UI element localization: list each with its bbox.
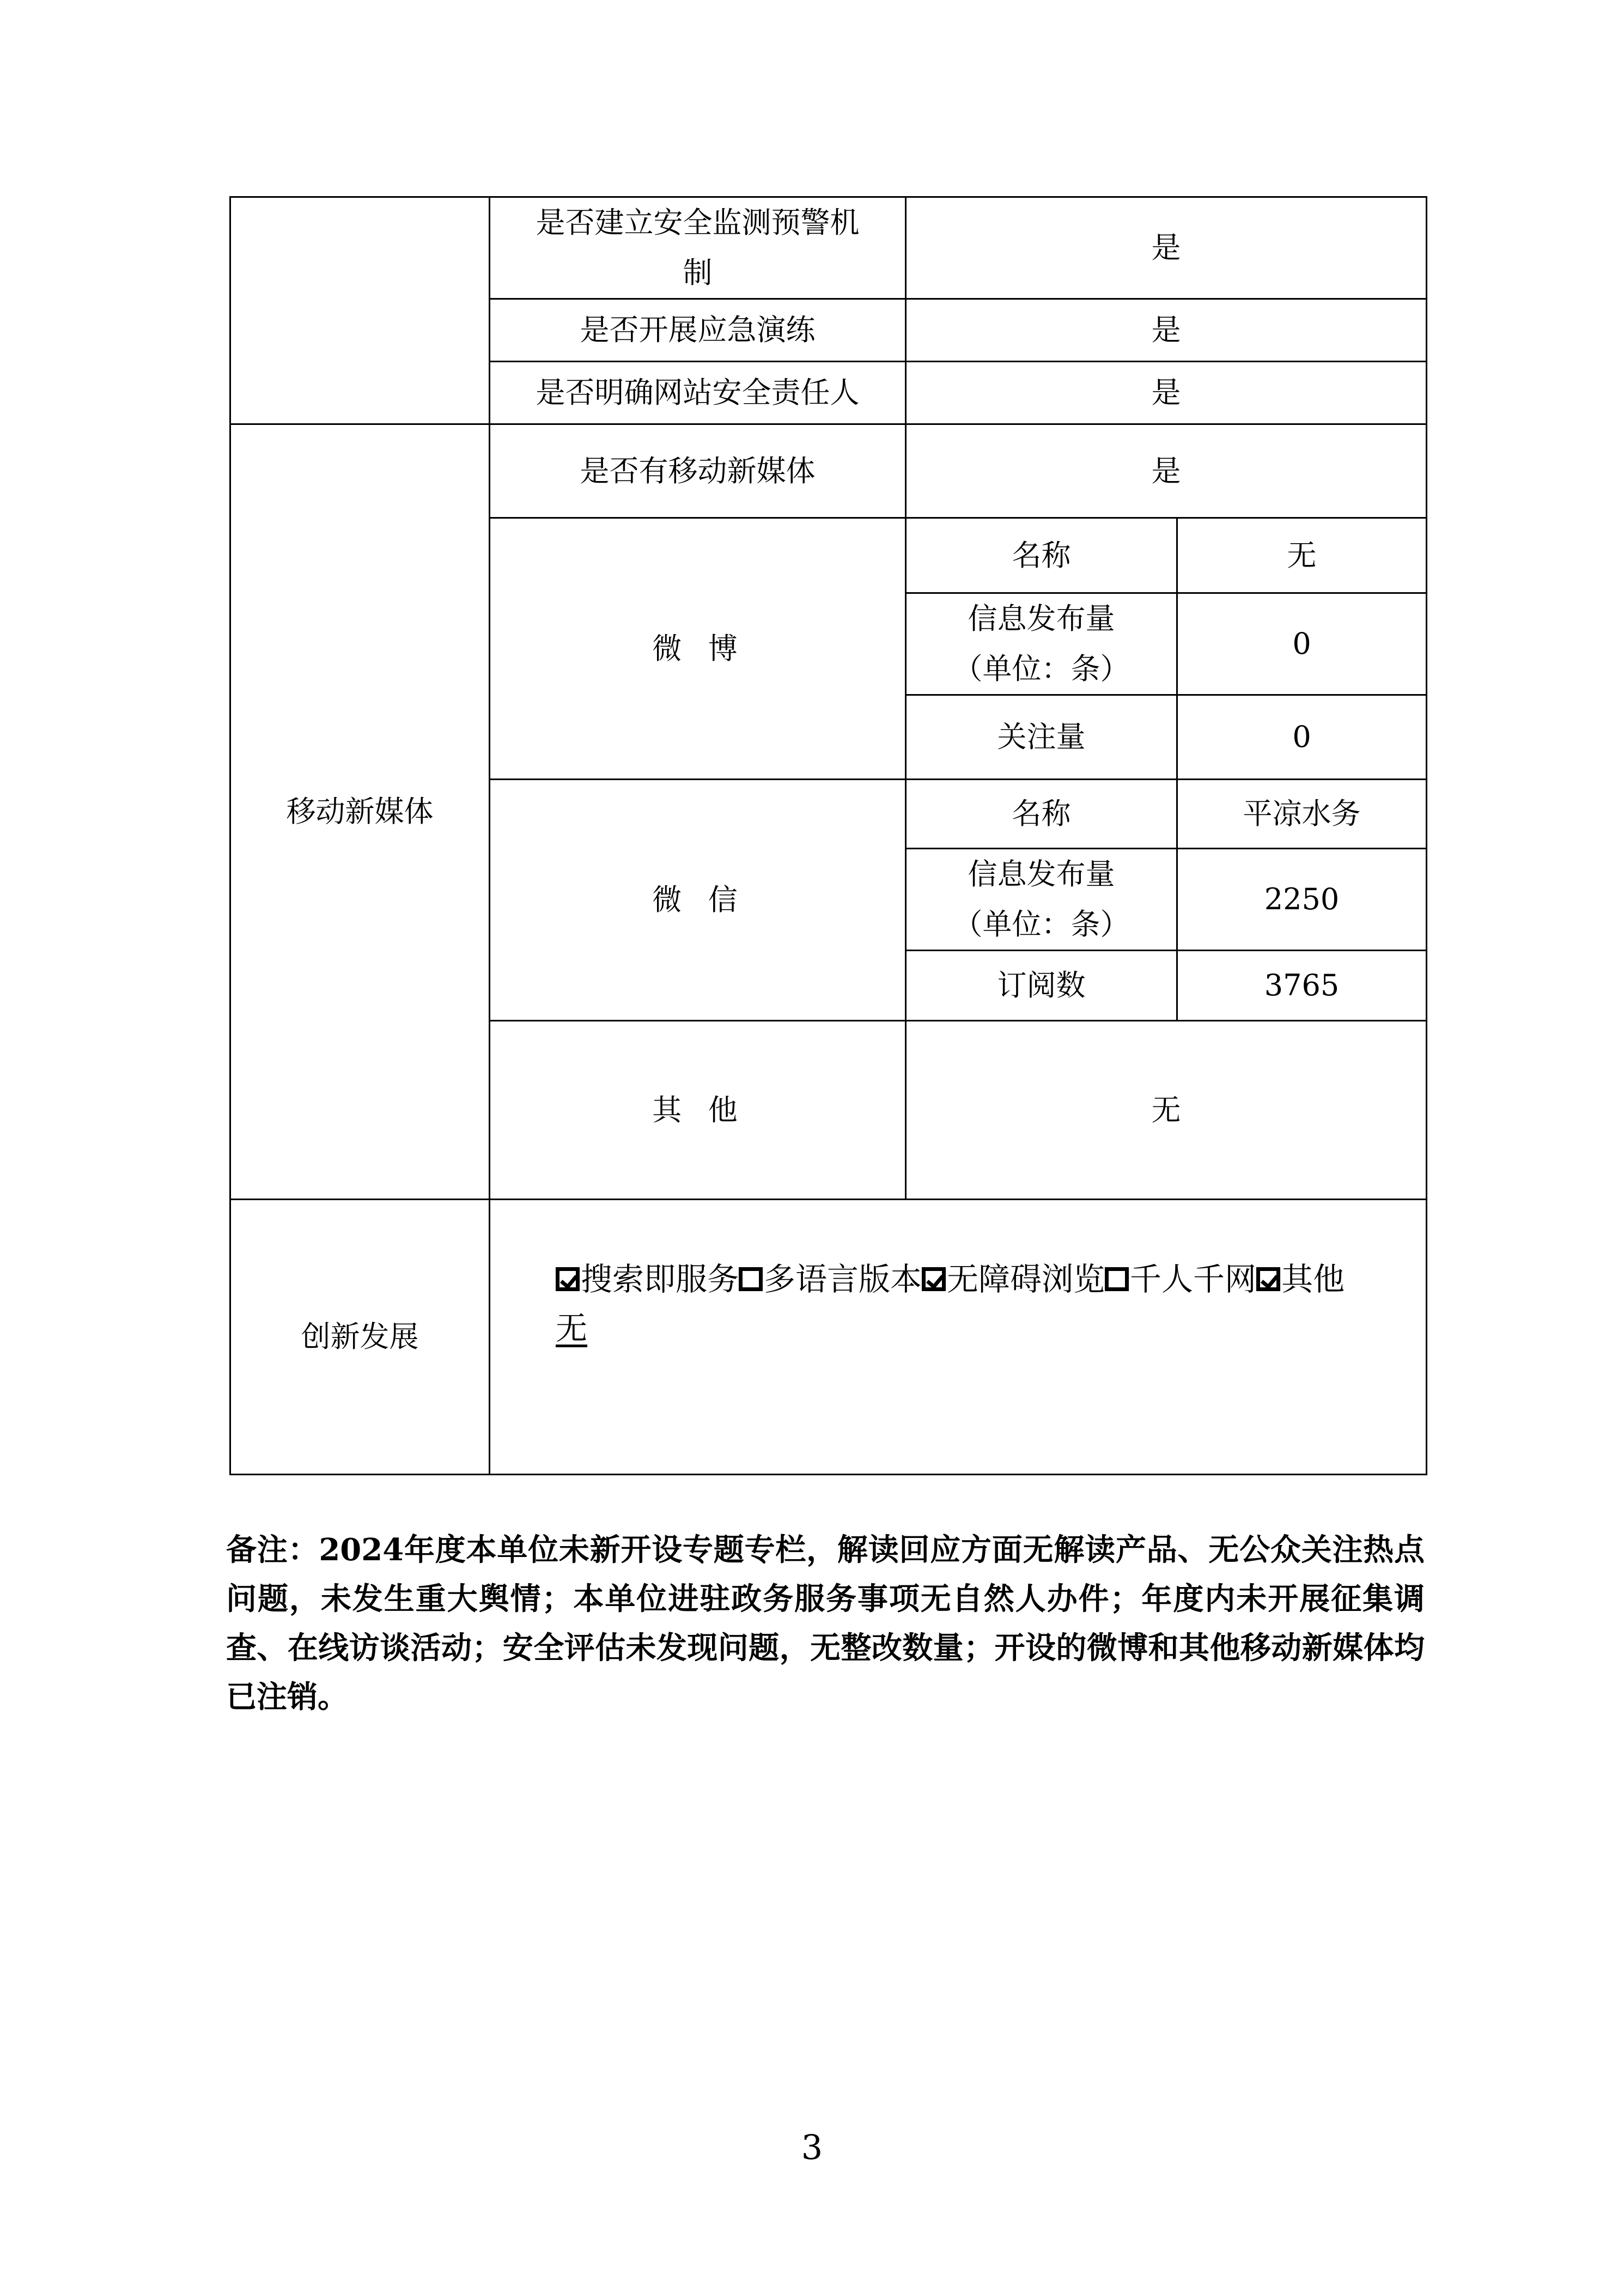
wechat-posts-value: 2250 [1177,849,1427,951]
security-row-value: 是 [906,299,1427,362]
checkbox-checked-icon[interactable] [1256,1267,1280,1291]
report-table [229,196,1427,1475]
mobile-section-label: 移动新媒体 [230,424,490,1200]
weibo-name-label: 名称 [906,518,1177,593]
innovation-other-text: 无 [556,1310,588,1347]
security-row-label: 是否明确网站安全责任人 [490,362,906,424]
wechat-name-label: 名称 [906,780,1177,849]
checkbox-checked-icon[interactable] [922,1267,946,1291]
innovation-section-label: 创新发展 [230,1200,490,1475]
option-label: 多语言版本 [764,1261,922,1298]
weibo-name-value: 无 [1177,518,1427,593]
security-row-label: 是否开展应急演练 [490,299,906,362]
wechat-subscribers-value: 3765 [1177,951,1427,1021]
weibo-posts-label: 信息发布量（单位：条） [906,593,1177,695]
page-number: 3 [801,2127,823,2167]
innovation-options [556,1255,1409,1304]
checkbox-checked-icon[interactable] [556,1267,580,1291]
checkbox-unchecked-icon[interactable] [739,1267,763,1291]
has-mobile-value: 是 [906,424,1427,518]
option-label: 其他 [1281,1261,1345,1298]
wechat-subscribers-label: 订阅数 [906,951,1177,1021]
security-row-label: 是否建立安全监测预警机制 [490,197,906,299]
option-label: 搜索即服务 [581,1261,739,1298]
wechat-name-value: 平凉水务 [1177,780,1427,849]
option-label: 千人千网 [1130,1261,1257,1298]
security-row-value: 是 [906,362,1427,424]
checkbox-unchecked-icon[interactable] [1105,1267,1129,1291]
has-mobile-label: 是否有移动新媒体 [490,424,906,518]
remark-paragraph: 备注：2024年度本单位未新开设专题专栏，解读回应方面无解读产品、无公众关注热点问题，未发生重大舆情；本单位进驻政务服务事项无自然人办件；年度内未开展征集调查、在线访谈活动；安全评估未发现问题，无整改数量；开设的微博和其他移动新媒体均已注销。 [226,1532,1425,1715]
wechat-posts-label: 信息发布量（单位：条） [906,849,1177,951]
option-label: 无障碍浏览 [947,1261,1105,1298]
wechat-label: 微信 [490,780,906,1021]
other-media-label: 其他 [490,1021,906,1200]
weibo-followers-label: 关注量 [906,695,1177,780]
weibo-label: 微博 [490,518,906,780]
security-section-cell [230,197,490,424]
security-row-value: 是 [906,197,1427,299]
other-media-value: 无 [906,1021,1427,1200]
weibo-followers-value: 0 [1177,695,1427,780]
weibo-posts-value: 0 [1177,593,1427,695]
innovation-options-cell [490,1200,1427,1475]
